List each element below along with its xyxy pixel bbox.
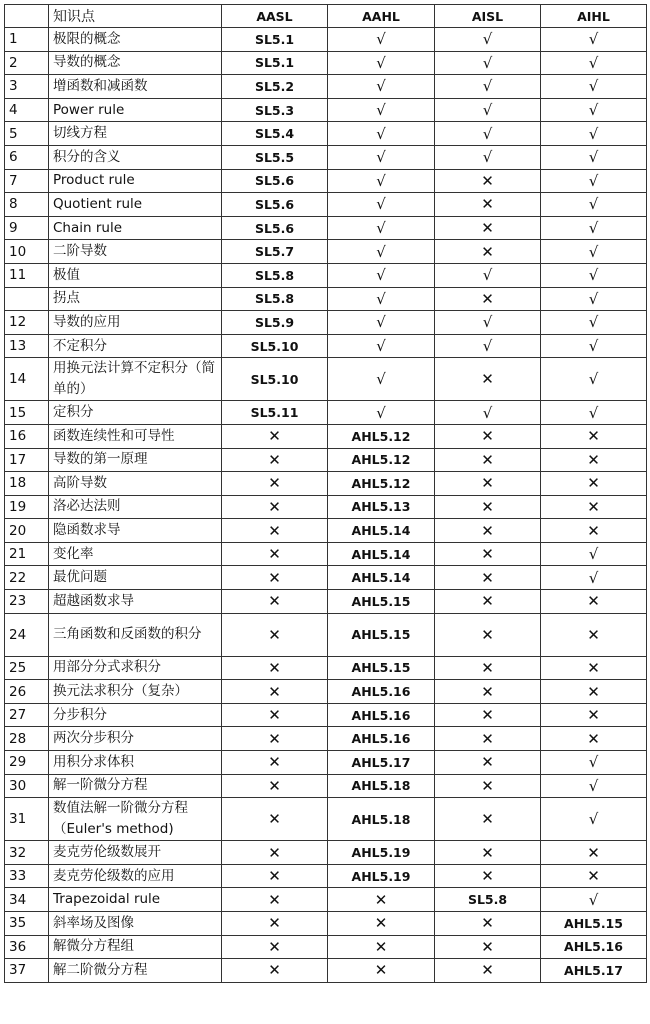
table-row — [5, 495, 647, 519]
cell-aisl: ✕ — [435, 680, 541, 704]
document-page — [4, 4, 647, 983]
row-topic: 切线方程 — [49, 122, 222, 146]
cell-aihl: √ — [541, 311, 647, 335]
row-number: 29 — [5, 751, 49, 775]
table-row — [5, 959, 647, 983]
row-number: 10 — [5, 240, 49, 264]
cell-aasl: ✕ — [222, 680, 328, 704]
cell-aisl: ✕ — [435, 774, 541, 798]
cell-aihl: ✕ — [541, 495, 647, 519]
row-topic: 两次分步积分 — [49, 727, 222, 751]
cell-aihl: √ — [541, 98, 647, 122]
table-row — [5, 263, 647, 287]
table-row — [5, 841, 647, 865]
cell-aasl: SL5.4 — [222, 122, 328, 146]
row-topic: 增函数和减函数 — [49, 75, 222, 99]
cell-aahl: √ — [328, 122, 435, 146]
cell-aasl: SL5.6 — [222, 169, 328, 193]
cell-aahl: ✕ — [328, 959, 435, 983]
cell-aahl: AHL5.13 — [328, 495, 435, 519]
cell-aasl: ✕ — [222, 888, 328, 912]
cell-aisl: ✕ — [435, 169, 541, 193]
row-topic: Power rule — [49, 98, 222, 122]
cell-aasl: SL5.1 — [222, 28, 328, 52]
cell-aihl: ✕ — [541, 841, 647, 865]
table-row — [5, 424, 647, 448]
cell-aahl: √ — [328, 98, 435, 122]
row-number: 24 — [5, 613, 49, 656]
row-topic: 三角函数和反函数的积分 — [49, 613, 222, 656]
row-topic: 斜率场及图像 — [49, 912, 222, 936]
cell-aisl: ✕ — [435, 841, 541, 865]
cell-aasl: ✕ — [222, 424, 328, 448]
row-topic: Chain rule — [49, 216, 222, 240]
table-row — [5, 864, 647, 888]
cell-aihl: √ — [541, 193, 647, 217]
cell-aahl: AHL5.18 — [328, 774, 435, 798]
row-topic: 导数的概念 — [49, 51, 222, 75]
cell-aisl: ✕ — [435, 542, 541, 566]
cell-aahl: AHL5.16 — [328, 703, 435, 727]
cell-aahl: ✕ — [328, 935, 435, 959]
table-row — [5, 169, 647, 193]
table-row — [5, 519, 647, 543]
header-row — [5, 5, 647, 28]
cell-aahl: √ — [328, 75, 435, 99]
cell-aihl: √ — [541, 216, 647, 240]
cell-aihl: ✕ — [541, 727, 647, 751]
row-number: 7 — [5, 169, 49, 193]
row-number: 14 — [5, 358, 49, 401]
syllabus-comparison-table — [4, 4, 647, 983]
cell-aisl: ✕ — [435, 590, 541, 614]
row-topic: 数值法解一阶微分方程（Euler's method) — [49, 798, 222, 841]
cell-aasl: ✕ — [222, 519, 328, 543]
cell-aihl: √ — [541, 263, 647, 287]
cell-aisl: ✕ — [435, 703, 541, 727]
row-number: 23 — [5, 590, 49, 614]
row-topic: 积分的含义 — [49, 145, 222, 169]
cell-aihl: AHL5.17 — [541, 959, 647, 983]
row-number: 22 — [5, 566, 49, 590]
cell-aisl: √ — [435, 98, 541, 122]
cell-aahl: AHL5.15 — [328, 656, 435, 680]
row-number: 4 — [5, 98, 49, 122]
cell-aihl: √ — [541, 751, 647, 775]
row-number: 1 — [5, 28, 49, 52]
row-topic: 变化率 — [49, 542, 222, 566]
table-row — [5, 448, 647, 472]
row-topic: 解一阶微分方程 — [49, 774, 222, 798]
cell-aahl: √ — [328, 145, 435, 169]
cell-aisl: √ — [435, 51, 541, 75]
cell-aisl: ✕ — [435, 566, 541, 590]
table-row — [5, 680, 647, 704]
row-number: 13 — [5, 334, 49, 358]
table-row — [5, 334, 647, 358]
cell-aasl: SL5.10 — [222, 334, 328, 358]
table-row — [5, 935, 647, 959]
cell-aasl: SL5.5 — [222, 145, 328, 169]
cell-aihl: √ — [541, 287, 647, 311]
cell-aahl: √ — [328, 263, 435, 287]
row-topic: 超越函数求导 — [49, 590, 222, 614]
cell-aisl: √ — [435, 75, 541, 99]
cell-aahl: AHL5.12 — [328, 424, 435, 448]
cell-aahl: √ — [328, 169, 435, 193]
cell-aisl: ✕ — [435, 216, 541, 240]
cell-aasl: ✕ — [222, 935, 328, 959]
cell-aahl: √ — [328, 240, 435, 264]
cell-aihl: AHL5.15 — [541, 912, 647, 936]
row-number: 2 — [5, 51, 49, 75]
table-row — [5, 472, 647, 496]
cell-aahl: AHL5.15 — [328, 613, 435, 656]
cell-aihl: ✕ — [541, 472, 647, 496]
cell-aasl: ✕ — [222, 495, 328, 519]
row-topic: 定积分 — [49, 401, 222, 425]
cell-aahl: √ — [328, 28, 435, 52]
table-header — [5, 5, 647, 28]
cell-aahl: AHL5.18 — [328, 798, 435, 841]
cell-aahl: √ — [328, 193, 435, 217]
cell-aihl: √ — [541, 358, 647, 401]
row-topic: 二阶导数 — [49, 240, 222, 264]
cell-aisl: ✕ — [435, 240, 541, 264]
cell-aihl: √ — [541, 566, 647, 590]
cell-aisl: √ — [435, 122, 541, 146]
table-row — [5, 590, 647, 614]
cell-aisl: ✕ — [435, 613, 541, 656]
cell-aihl: √ — [541, 401, 647, 425]
cell-aasl: SL5.6 — [222, 193, 328, 217]
table-row — [5, 613, 647, 656]
row-number: 9 — [5, 216, 49, 240]
cell-aasl: ✕ — [222, 774, 328, 798]
cell-aasl: ✕ — [222, 613, 328, 656]
row-topic: 换元法求积分（复杂） — [49, 680, 222, 704]
row-topic: Product rule — [49, 169, 222, 193]
table-row — [5, 656, 647, 680]
row-number: 32 — [5, 841, 49, 865]
row-topic: 解二阶微分方程 — [49, 959, 222, 983]
cell-aahl: AHL5.12 — [328, 472, 435, 496]
row-topic: 拐点 — [49, 287, 222, 311]
row-topic: 用积分求体积 — [49, 751, 222, 775]
row-topic: 用换元法计算不定积分（简单的） — [49, 358, 222, 401]
row-number: 3 — [5, 75, 49, 99]
row-number: 6 — [5, 145, 49, 169]
cell-aahl: √ — [328, 216, 435, 240]
cell-aisl: ✕ — [435, 959, 541, 983]
cell-aahl: AHL5.16 — [328, 680, 435, 704]
cell-aahl: √ — [328, 311, 435, 335]
cell-aahl: √ — [328, 334, 435, 358]
table-row — [5, 193, 647, 217]
cell-aasl: ✕ — [222, 912, 328, 936]
cell-aahl: √ — [328, 358, 435, 401]
row-number: 20 — [5, 519, 49, 543]
cell-aasl: ✕ — [222, 448, 328, 472]
row-topic: 函数连续性和可导性 — [49, 424, 222, 448]
cell-aisl: ✕ — [435, 193, 541, 217]
header-aihl: AIHL — [541, 5, 647, 28]
cell-aasl: SL5.11 — [222, 401, 328, 425]
cell-aasl: ✕ — [222, 751, 328, 775]
row-number: 25 — [5, 656, 49, 680]
cell-aahl: √ — [328, 401, 435, 425]
row-topic: Quotient rule — [49, 193, 222, 217]
cell-aisl: ✕ — [435, 935, 541, 959]
table-row — [5, 122, 647, 146]
row-topic: 麦克劳伦级数展开 — [49, 841, 222, 865]
row-number: 36 — [5, 935, 49, 959]
row-topic: 隐函数求导 — [49, 519, 222, 543]
cell-aisl: ✕ — [435, 656, 541, 680]
cell-aasl: SL5.7 — [222, 240, 328, 264]
cell-aasl: ✕ — [222, 590, 328, 614]
cell-aisl: √ — [435, 334, 541, 358]
row-topic: 不定积分 — [49, 334, 222, 358]
cell-aihl: √ — [541, 75, 647, 99]
cell-aasl: ✕ — [222, 727, 328, 751]
cell-aasl: SL5.3 — [222, 98, 328, 122]
cell-aahl: AHL5.19 — [328, 864, 435, 888]
row-number: 11 — [5, 263, 49, 287]
cell-aahl: AHL5.12 — [328, 448, 435, 472]
cell-aahl: AHL5.14 — [328, 519, 435, 543]
cell-aisl: ✕ — [435, 472, 541, 496]
row-number: 35 — [5, 912, 49, 936]
cell-aasl: ✕ — [222, 864, 328, 888]
row-number: 15 — [5, 401, 49, 425]
cell-aasl: ✕ — [222, 703, 328, 727]
cell-aihl: √ — [541, 122, 647, 146]
cell-aihl: AHL5.16 — [541, 935, 647, 959]
row-number: 31 — [5, 798, 49, 841]
table-row — [5, 311, 647, 335]
row-topic: 用部分分式求积分 — [49, 656, 222, 680]
cell-aasl: ✕ — [222, 566, 328, 590]
cell-aihl: √ — [541, 798, 647, 841]
row-number: 37 — [5, 959, 49, 983]
cell-aahl: AHL5.17 — [328, 751, 435, 775]
cell-aisl: ✕ — [435, 519, 541, 543]
cell-aihl: ✕ — [541, 424, 647, 448]
row-number: 26 — [5, 680, 49, 704]
cell-aisl: √ — [435, 28, 541, 52]
cell-aihl: ✕ — [541, 680, 647, 704]
cell-aisl: ✕ — [435, 287, 541, 311]
cell-aihl: ✕ — [541, 519, 647, 543]
cell-aahl: AHL5.14 — [328, 566, 435, 590]
table-row — [5, 287, 647, 311]
cell-aasl: SL5.8 — [222, 263, 328, 287]
table-row — [5, 358, 647, 401]
cell-aasl: SL5.2 — [222, 75, 328, 99]
cell-aihl: √ — [541, 888, 647, 912]
cell-aasl: ✕ — [222, 472, 328, 496]
row-number: 21 — [5, 542, 49, 566]
cell-aahl: ✕ — [328, 912, 435, 936]
table-row — [5, 216, 647, 240]
cell-aahl: AHL5.19 — [328, 841, 435, 865]
row-number — [5, 287, 49, 311]
header-aahl: AAHL — [328, 5, 435, 28]
row-number: 12 — [5, 311, 49, 335]
table-row — [5, 727, 647, 751]
cell-aisl: √ — [435, 263, 541, 287]
cell-aasl: SL5.6 — [222, 216, 328, 240]
cell-aasl: SL5.8 — [222, 287, 328, 311]
cell-aihl: √ — [541, 774, 647, 798]
cell-aihl: ✕ — [541, 448, 647, 472]
row-topic: 导数的应用 — [49, 311, 222, 335]
cell-aisl: √ — [435, 401, 541, 425]
table-row — [5, 751, 647, 775]
cell-aasl: SL5.1 — [222, 51, 328, 75]
cell-aasl: ✕ — [222, 798, 328, 841]
row-topic: 极值 — [49, 263, 222, 287]
row-number: 27 — [5, 703, 49, 727]
cell-aihl: ✕ — [541, 613, 647, 656]
cell-aahl: AHL5.15 — [328, 590, 435, 614]
table-row — [5, 145, 647, 169]
cell-aisl: ✕ — [435, 912, 541, 936]
table-row — [5, 566, 647, 590]
row-number: 28 — [5, 727, 49, 751]
table-row — [5, 51, 647, 75]
table-row — [5, 98, 647, 122]
cell-aisl: ✕ — [435, 798, 541, 841]
cell-aasl: ✕ — [222, 656, 328, 680]
row-topic: 最优问题 — [49, 566, 222, 590]
cell-aisl: ✕ — [435, 424, 541, 448]
row-number: 34 — [5, 888, 49, 912]
cell-aasl: SL5.9 — [222, 311, 328, 335]
cell-aihl: ✕ — [541, 703, 647, 727]
table-row — [5, 240, 647, 264]
cell-aasl: ✕ — [222, 542, 328, 566]
cell-aahl: √ — [328, 287, 435, 311]
table-row — [5, 75, 647, 99]
row-number: 18 — [5, 472, 49, 496]
cell-aihl: ✕ — [541, 864, 647, 888]
header-aisl: AISL — [435, 5, 541, 28]
cell-aihl: ✕ — [541, 656, 647, 680]
cell-aihl: √ — [541, 169, 647, 193]
row-topic: 解微分方程组 — [49, 935, 222, 959]
row-number: 16 — [5, 424, 49, 448]
table-row — [5, 401, 647, 425]
row-number: 5 — [5, 122, 49, 146]
cell-aisl: ✕ — [435, 727, 541, 751]
cell-aasl: ✕ — [222, 841, 328, 865]
cell-aisl: √ — [435, 145, 541, 169]
cell-aasl: SL5.10 — [222, 358, 328, 401]
table-row — [5, 542, 647, 566]
row-number: 33 — [5, 864, 49, 888]
cell-aihl: √ — [541, 334, 647, 358]
cell-aisl: ✕ — [435, 448, 541, 472]
table-row — [5, 912, 647, 936]
cell-aisl: ✕ — [435, 358, 541, 401]
cell-aisl: ✕ — [435, 495, 541, 519]
row-number: 17 — [5, 448, 49, 472]
row-number: 19 — [5, 495, 49, 519]
cell-aisl: √ — [435, 311, 541, 335]
cell-aisl: SL5.8 — [435, 888, 541, 912]
row-topic: 分步积分 — [49, 703, 222, 727]
header-number — [5, 5, 49, 28]
cell-aihl: √ — [541, 542, 647, 566]
row-number: 30 — [5, 774, 49, 798]
table-row — [5, 888, 647, 912]
row-topic: 麦克劳伦级数的应用 — [49, 864, 222, 888]
header-aasl: AASL — [222, 5, 328, 28]
row-topic: 洛必达法则 — [49, 495, 222, 519]
cell-aisl: ✕ — [435, 751, 541, 775]
cell-aihl: √ — [541, 51, 647, 75]
cell-aihl: ✕ — [541, 590, 647, 614]
table-row — [5, 774, 647, 798]
table-row — [5, 798, 647, 841]
cell-aahl: AHL5.14 — [328, 542, 435, 566]
table-row — [5, 703, 647, 727]
cell-aahl: √ — [328, 51, 435, 75]
cell-aihl: √ — [541, 240, 647, 264]
table-body — [5, 28, 647, 983]
cell-aisl: ✕ — [435, 864, 541, 888]
row-topic: 极限的概念 — [49, 28, 222, 52]
cell-aasl: ✕ — [222, 959, 328, 983]
cell-aihl: √ — [541, 145, 647, 169]
row-topic: 高阶导数 — [49, 472, 222, 496]
cell-aihl: √ — [541, 28, 647, 52]
cell-aahl: AHL5.16 — [328, 727, 435, 751]
header-topic: 知识点 — [49, 5, 222, 28]
table-row — [5, 28, 647, 52]
row-topic: Trapezoidal rule — [49, 888, 222, 912]
row-number: 8 — [5, 193, 49, 217]
row-topic: 导数的第一原理 — [49, 448, 222, 472]
cell-aahl: ✕ — [328, 888, 435, 912]
